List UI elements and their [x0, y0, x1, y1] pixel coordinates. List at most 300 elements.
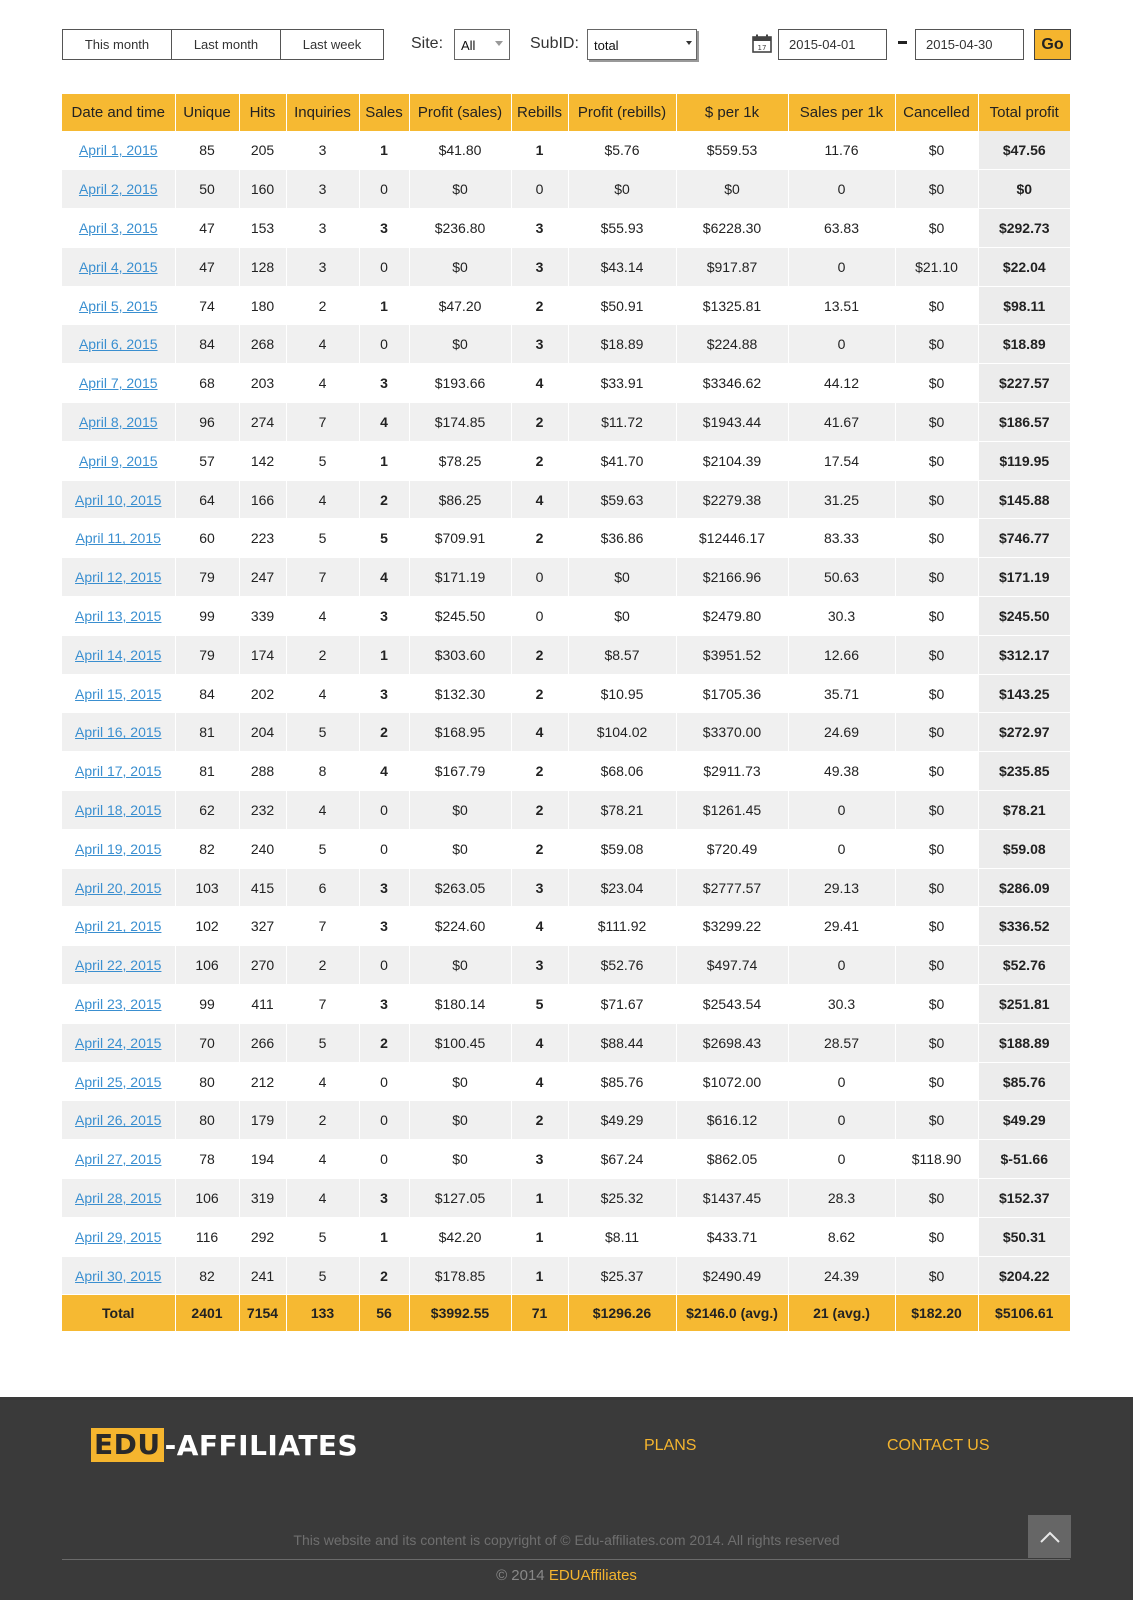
table-cell: $3346.62: [676, 364, 788, 403]
table-cell: 3: [511, 1140, 568, 1179]
table-cell: 4: [359, 558, 409, 597]
table-cell: 202: [239, 674, 286, 713]
subid-select[interactable]: [587, 29, 697, 60]
table-cell: $12446.17: [676, 519, 788, 558]
table-cell: $2490.49: [676, 1256, 788, 1295]
table-cell: $111.92: [568, 907, 676, 946]
table-cell: 41.67: [788, 403, 895, 442]
date-link[interactable]: April 25, 2015: [75, 1073, 162, 1090]
total-cell: 56: [359, 1295, 409, 1332]
date-link[interactable]: April 12, 2015: [75, 569, 162, 586]
table-cell: $286.09: [978, 868, 1070, 907]
table-cell: 28.57: [788, 1023, 895, 1062]
total-cell: 71: [511, 1295, 568, 1332]
table-cell: 5: [286, 441, 359, 480]
table-cell: $862.05: [676, 1140, 788, 1179]
table-cell: 1: [359, 131, 409, 170]
table-cell: 96: [175, 403, 239, 442]
table-cell: 0: [511, 597, 568, 636]
table-cell: 3: [286, 170, 359, 209]
table-cell: 2: [286, 946, 359, 985]
date-link[interactable]: April 24, 2015: [75, 1034, 162, 1051]
table-cell: 4: [286, 597, 359, 636]
table-cell: 1: [511, 1256, 568, 1295]
table-cell: 50: [175, 170, 239, 209]
table-cell: $178.85: [409, 1256, 511, 1295]
date-cell: [62, 558, 175, 597]
date-link[interactable]: April 11, 2015: [75, 530, 161, 547]
table-cell: $71.67: [568, 985, 676, 1024]
date-cell: [62, 403, 175, 442]
table-cell: $167.79: [409, 752, 511, 791]
table-cell: 241: [239, 1256, 286, 1295]
table-row: [62, 713, 1070, 752]
date-cell: [62, 480, 175, 519]
table-cell: $227.57: [978, 364, 1070, 403]
table-cell: 5: [286, 1256, 359, 1295]
date-cell: [62, 1217, 175, 1256]
stats-table: [62, 94, 1070, 1332]
table-cell: 0: [788, 946, 895, 985]
table-cell: $709.91: [409, 519, 511, 558]
copyright-brand[interactable]: EDUAffiliates: [548, 1567, 637, 1584]
date-link[interactable]: April 14, 2015: [75, 646, 162, 663]
table-cell: 339: [239, 597, 286, 636]
total-cell: 7154: [239, 1295, 286, 1332]
table-cell: 3: [359, 868, 409, 907]
table-cell: 2: [511, 791, 568, 830]
table-cell: 2: [511, 286, 568, 325]
table-cell: $59.08: [978, 829, 1070, 868]
total-cell: 2401: [175, 1295, 239, 1332]
subid-label: SubID:: [530, 35, 579, 52]
table-cell: $59.08: [568, 829, 676, 868]
date-link[interactable]: April 30, 2015: [75, 1267, 162, 1284]
table-cell: 0: [359, 170, 409, 209]
date-link[interactable]: April 19, 2015: [75, 840, 162, 857]
table-cell: 2: [359, 1256, 409, 1295]
table-cell: 0: [788, 1101, 895, 1140]
total-cell: $3992.55: [409, 1295, 511, 1332]
date-from-input[interactable]: [778, 29, 887, 60]
date-link[interactable]: April 29, 2015: [75, 1228, 162, 1245]
table-cell: 13.51: [788, 286, 895, 325]
total-cell: $182.20: [895, 1295, 978, 1332]
table-cell: $43.14: [568, 247, 676, 286]
table-cell: 68: [175, 364, 239, 403]
date-link[interactable]: April 9, 2015: [78, 452, 158, 469]
table-cell: 3: [286, 209, 359, 248]
table-cell: $0: [895, 674, 978, 713]
date-link[interactable]: April 3, 2015: [78, 219, 158, 236]
date-link[interactable]: April 23, 2015: [75, 995, 162, 1012]
date-link[interactable]: April 4, 2015: [78, 258, 158, 275]
date-link[interactable]: April 16, 2015: [75, 724, 162, 741]
date-link[interactable]: April 27, 2015: [75, 1151, 162, 1168]
site-select[interactable]: [454, 29, 510, 60]
table-cell: $78.25: [409, 441, 511, 480]
date-link[interactable]: April 10, 2015: [75, 491, 162, 508]
table-cell: 3: [359, 1179, 409, 1218]
table-cell: $86.25: [409, 480, 511, 519]
table-cell: 82: [175, 1256, 239, 1295]
table-cell: $0: [895, 286, 978, 325]
date-cell: [62, 1256, 175, 1295]
table-cell: 30.3: [788, 597, 895, 636]
table-cell: 3: [359, 364, 409, 403]
table-cell: $0: [676, 170, 788, 209]
date-link[interactable]: April 20, 2015: [75, 879, 162, 896]
table-cell: $224.60: [409, 907, 511, 946]
table-row: [62, 403, 1070, 442]
table-cell: 274: [239, 403, 286, 442]
table-cell: 7: [286, 985, 359, 1024]
scroll-to-top-button[interactable]: [1028, 1515, 1071, 1558]
date-link[interactable]: April 2, 2015: [78, 181, 158, 198]
table-cell: $0: [409, 325, 511, 364]
table-cell: $78.21: [978, 791, 1070, 830]
table-cell: $145.88: [978, 480, 1070, 519]
table-cell: $616.12: [676, 1101, 788, 1140]
table-row: [62, 1023, 1070, 1062]
table-cell: $1437.45: [676, 1179, 788, 1218]
table-cell: 1: [511, 1217, 568, 1256]
table-row: [62, 1140, 1070, 1179]
table-cell: $2911.73: [676, 752, 788, 791]
table-cell: 0: [359, 791, 409, 830]
table-cell: 103: [175, 868, 239, 907]
table-cell: $0: [895, 325, 978, 364]
date-link[interactable]: April 17, 2015: [75, 763, 162, 780]
table-cell: $0: [895, 752, 978, 791]
table-cell: 1: [359, 1217, 409, 1256]
date-link[interactable]: April 18, 2015: [75, 801, 162, 818]
table-row: [62, 325, 1070, 364]
table-cell: 106: [175, 946, 239, 985]
table-row: [62, 1062, 1070, 1101]
table-cell: $0: [895, 209, 978, 248]
table-cell: 106: [175, 1179, 239, 1218]
table-row: [62, 674, 1070, 713]
date-link[interactable]: April 22, 2015: [75, 957, 162, 974]
table-cell: 203: [239, 364, 286, 403]
table-cell: 0: [511, 558, 568, 597]
calendar-day: 17: [757, 44, 767, 52]
table-cell: 2: [511, 635, 568, 674]
table-cell: 174: [239, 635, 286, 674]
date-cell: [62, 519, 175, 558]
table-cell: 5: [286, 1217, 359, 1256]
table-cell: 102: [175, 907, 239, 946]
date-link[interactable]: April 5, 2015: [78, 297, 158, 314]
table-cell: 84: [175, 674, 239, 713]
table-cell: $52.76: [978, 946, 1070, 985]
date-to-input[interactable]: [915, 29, 1024, 60]
table-cell: $0: [895, 829, 978, 868]
table-cell: $0: [409, 170, 511, 209]
date-cell: [62, 752, 175, 791]
table-cell: 8.62: [788, 1217, 895, 1256]
table-cell: $720.49: [676, 829, 788, 868]
table-cell: 292: [239, 1217, 286, 1256]
table-cell: 3: [511, 325, 568, 364]
table-cell: 7: [286, 403, 359, 442]
table-cell: $59.63: [568, 480, 676, 519]
table-cell: $36.86: [568, 519, 676, 558]
table-cell: $0: [895, 1217, 978, 1256]
table-cell: $18.89: [568, 325, 676, 364]
date-cell: [62, 597, 175, 636]
table-cell: 2: [511, 829, 568, 868]
table-row: [62, 170, 1070, 209]
table-cell: $78.21: [568, 791, 676, 830]
table-cell: $2698.43: [676, 1023, 788, 1062]
table-row: [62, 985, 1070, 1024]
table-cell: 83.33: [788, 519, 895, 558]
table-cell: $3370.00: [676, 713, 788, 752]
table-cell: $2166.96: [676, 558, 788, 597]
table-cell: $0: [409, 946, 511, 985]
table-cell: 57: [175, 441, 239, 480]
table-cell: $21.10: [895, 247, 978, 286]
table-cell: 4: [286, 480, 359, 519]
logo-text: -AFFILIATES: [164, 1428, 359, 1462]
table-cell: $0: [568, 558, 676, 597]
table-row: [62, 364, 1070, 403]
table-cell: 5: [359, 519, 409, 558]
table-cell: $55.93: [568, 209, 676, 248]
date-link[interactable]: April 1, 2015: [78, 142, 158, 159]
table-cell: 29.13: [788, 868, 895, 907]
table-cell: $174.85: [409, 403, 511, 442]
table-cell: 160: [239, 170, 286, 209]
table-cell: 84: [175, 325, 239, 364]
table-cell: $49.29: [978, 1101, 1070, 1140]
table-cell: $263.05: [409, 868, 511, 907]
table-cell: $224.88: [676, 325, 788, 364]
column-header: Inquiries: [286, 94, 359, 131]
table-cell: 232: [239, 791, 286, 830]
date-cell: [62, 674, 175, 713]
table-cell: $8.11: [568, 1217, 676, 1256]
column-header: Profit (sales): [409, 94, 511, 131]
total-cell: Total: [62, 1295, 175, 1332]
footer-divider: [62, 1559, 1070, 1560]
footer-link-contact[interactable]: CONTACT US: [887, 1437, 990, 1454]
column-header: Cancelled: [895, 94, 978, 131]
table-cell: $0: [895, 519, 978, 558]
table-cell: $50.91: [568, 286, 676, 325]
table-row: [62, 209, 1070, 248]
table-cell: 4: [511, 480, 568, 519]
table-cell: 153: [239, 209, 286, 248]
date-link[interactable]: April 28, 2015: [75, 1189, 162, 1206]
table-cell: $50.31: [978, 1217, 1070, 1256]
table-cell: 142: [239, 441, 286, 480]
site-logo[interactable]: [91, 1428, 358, 1462]
table-cell: $0: [409, 1101, 511, 1140]
date-cell: [62, 713, 175, 752]
table-cell: $6228.30: [676, 209, 788, 248]
table-cell: 7: [286, 907, 359, 946]
table-cell: $186.57: [978, 403, 1070, 442]
filter-bar: [62, 29, 1072, 60]
date-cell: [62, 325, 175, 364]
table-cell: $917.87: [676, 247, 788, 286]
table-cell: $0: [895, 364, 978, 403]
table-cell: 0: [788, 247, 895, 286]
table-cell: 12.66: [788, 635, 895, 674]
table-cell: $0: [895, 1101, 978, 1140]
date-link[interactable]: April 6, 2015: [78, 336, 158, 353]
table-cell: 415: [239, 868, 286, 907]
chevron-up-icon: [1039, 1530, 1061, 1544]
table-cell: $236.80: [409, 209, 511, 248]
date-cell: [62, 1140, 175, 1179]
table-row: [62, 480, 1070, 519]
table-cell: 3: [511, 209, 568, 248]
table-cell: $127.05: [409, 1179, 511, 1218]
date-range-buttons: [62, 29, 384, 60]
go-button[interactable]: Go: [1034, 29, 1071, 60]
footer-link-plans[interactable]: PLANS: [644, 1437, 697, 1454]
table-cell: 0: [359, 247, 409, 286]
table-cell: 327: [239, 907, 286, 946]
table-cell: $5.76: [568, 131, 676, 170]
last-month-button[interactable]: Last month: [172, 30, 281, 59]
table-cell: $3299.22: [676, 907, 788, 946]
table-cell: 3: [286, 131, 359, 170]
date-cell: [62, 868, 175, 907]
table-cell: 2: [359, 1023, 409, 1062]
table-cell: 29.41: [788, 907, 895, 946]
column-header: Hits: [239, 94, 286, 131]
date-cell: [62, 1062, 175, 1101]
table-cell: 1: [511, 1179, 568, 1218]
table-cell: 4: [286, 1062, 359, 1101]
table-cell: 78: [175, 1140, 239, 1179]
table-cell: $245.50: [409, 597, 511, 636]
table-cell: $204.22: [978, 1256, 1070, 1295]
table-row: [62, 868, 1070, 907]
table-cell: 7: [286, 558, 359, 597]
table-cell: $0: [895, 713, 978, 752]
total-cell: $2146.0 (avg.): [676, 1295, 788, 1332]
date-link[interactable]: April 21, 2015: [75, 918, 162, 935]
table-cell: 270: [239, 946, 286, 985]
table-cell: 1: [511, 131, 568, 170]
table-cell: $42.20: [409, 1217, 511, 1256]
table-cell: 0: [511, 170, 568, 209]
table-cell: 2: [359, 480, 409, 519]
this-month-button[interactable]: This month: [63, 30, 172, 59]
table-cell: $25.37: [568, 1256, 676, 1295]
table-row: [62, 635, 1070, 674]
date-link[interactable]: April 15, 2015: [75, 685, 162, 702]
table-cell: 128: [239, 247, 286, 286]
table-cell: $47.20: [409, 286, 511, 325]
table-cell: $559.53: [676, 131, 788, 170]
table-cell: $0: [895, 403, 978, 442]
table-cell: $272.97: [978, 713, 1070, 752]
table-cell: 180: [239, 286, 286, 325]
table-cell: 2: [511, 752, 568, 791]
table-cell: $0: [895, 946, 978, 985]
subid-select-value: total: [594, 38, 619, 53]
table-cell: 5: [286, 519, 359, 558]
table-cell: 240: [239, 829, 286, 868]
table-cell: $49.29: [568, 1101, 676, 1140]
table-cell: $0: [895, 791, 978, 830]
table-cell: 3: [511, 247, 568, 286]
table-cell: 81: [175, 752, 239, 791]
table-cell: 0: [359, 1062, 409, 1101]
table-cell: 2: [511, 674, 568, 713]
table-cell: 4: [511, 907, 568, 946]
table-cell: $171.19: [978, 558, 1070, 597]
table-cell: $2479.80: [676, 597, 788, 636]
table-cell: $8.57: [568, 635, 676, 674]
table-cell: 2: [359, 713, 409, 752]
column-header: Date and time: [62, 94, 175, 131]
table-cell: $10.95: [568, 674, 676, 713]
table-cell: $2279.38: [676, 480, 788, 519]
table-cell: $235.85: [978, 752, 1070, 791]
table-cell: 47: [175, 209, 239, 248]
table-cell: 1: [359, 286, 409, 325]
column-header: Total profit: [978, 94, 1070, 131]
table-cell: 2: [511, 403, 568, 442]
table-row: [62, 1179, 1070, 1218]
table-cell: 85: [175, 131, 239, 170]
table-cell: 0: [788, 791, 895, 830]
table-cell: 288: [239, 752, 286, 791]
table-cell: 223: [239, 519, 286, 558]
table-cell: 81: [175, 713, 239, 752]
table-cell: $251.81: [978, 985, 1070, 1024]
date-link[interactable]: April 7, 2015: [78, 375, 158, 392]
table-cell: 2: [286, 1101, 359, 1140]
last-week-button[interactable]: Last week: [281, 30, 383, 59]
table-cell: $1261.45: [676, 791, 788, 830]
date-cell: [62, 209, 175, 248]
logo-highlight: EDU: [91, 1428, 164, 1462]
table-cell: $180.14: [409, 985, 511, 1024]
table-cell: $303.60: [409, 635, 511, 674]
table-cell: 2: [511, 519, 568, 558]
table-cell: $67.24: [568, 1140, 676, 1179]
table-cell: 31.25: [788, 480, 895, 519]
table-cell: 411: [239, 985, 286, 1024]
table-cell: $85.76: [978, 1062, 1070, 1101]
table-cell: $171.19: [409, 558, 511, 597]
table-row: [62, 1101, 1070, 1140]
table-cell: 49.38: [788, 752, 895, 791]
date-link[interactable]: April 26, 2015: [75, 1112, 162, 1129]
table-cell: 3: [286, 247, 359, 286]
date-link[interactable]: April 8, 2015: [78, 413, 158, 430]
table-row: [62, 791, 1070, 830]
table-row: [62, 946, 1070, 985]
table-cell: $0: [895, 1062, 978, 1101]
table-cell: $68.06: [568, 752, 676, 791]
table-cell: 2: [511, 1101, 568, 1140]
table-row: [62, 1217, 1070, 1256]
table-cell: 99: [175, 597, 239, 636]
date-link[interactable]: April 13, 2015: [75, 607, 162, 624]
calendar-icon[interactable]: [752, 34, 772, 53]
date-cell: [62, 985, 175, 1024]
